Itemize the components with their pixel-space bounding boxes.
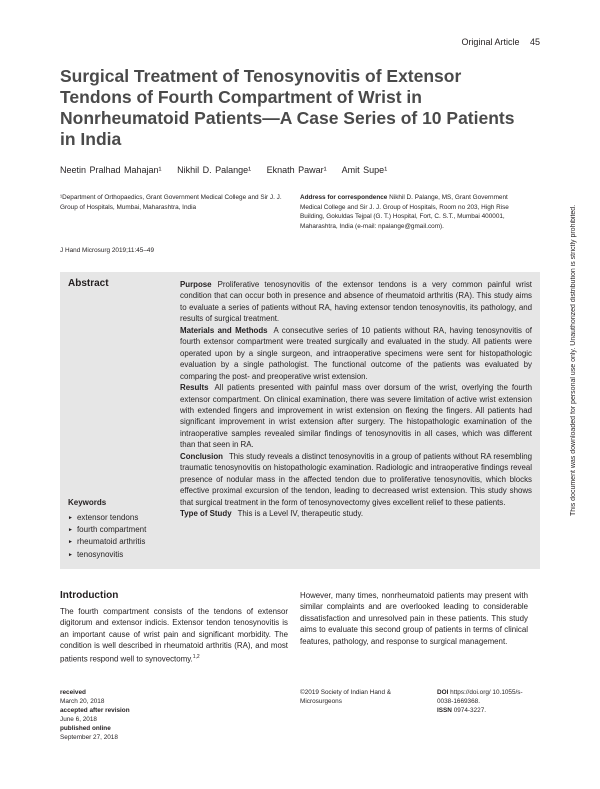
methods-text: A consecutive series of 10 patients without RA, having tenosynovitis of fourth extensor compartment were treated surgically and evaluated in the study. All patients were operated upon by a single surgeon, and intraoperative specimens were sent for histopathologic evaluation by a single pathologist. The functional outcome of the patients was evaluated by comparing the post- and preoperative wrist extension. — [180, 325, 533, 381]
published-date: September 27, 2018 — [60, 734, 118, 741]
keyword-item: ► rheumatoid arthritis — [68, 536, 146, 548]
running-header — [461, 37, 540, 47]
keywords-heading: Keywords — [68, 498, 107, 507]
correspondence-label: Address for correspondence — [300, 194, 388, 201]
page-number: 45 — [529, 37, 540, 47]
received-date: March 20, 2018 — [60, 698, 105, 705]
author-name: Nikhil D. Palange¹ — [177, 165, 252, 175]
correspondence-address — [300, 193, 530, 231]
issn-value: 0974-3227. — [453, 707, 487, 714]
keyword-item: ► fourth compartment — [68, 524, 146, 536]
reference-marker: 1,2 — [192, 653, 200, 660]
article-title: Surgical Treatment of Tenosynovitis of Extensor Tendons of Fourth Compartment of Wrist in Nonrheumatoid Patients—A Case Series of 10 Patients in India — [60, 66, 515, 149]
introduction-left-column — [60, 606, 288, 665]
publication-dates — [60, 688, 130, 742]
author-list — [60, 165, 399, 175]
abstract-heading: Abstract — [68, 278, 109, 289]
keyword-item: ► tenosynovitis — [68, 549, 146, 561]
study-type-label: Type of Study — [180, 509, 232, 519]
results-text: All patients presented with painful mass over dorsum of the wrist, overlying the fourth extensor compartment. On clinical examination, there was severe limitation of active wrist extension with extended fingers and improvement in wrist extension on flexing the fingers. All patients had significant improvement in wrist extension after surgery. The histopathologic examination of the intraoperative samples revealed similar findings of tenosynovitis in all cases, which was different than that seen in RA. — [180, 383, 532, 450]
author-name: Neetin Pralhad Mahajan¹ — [60, 165, 162, 175]
author-name: Amit Supe¹ — [341, 165, 388, 175]
purpose-text: Proliferative tenosynovitis of the extensor tendons is a very common painful wrist condition that can occur both in presence and absence of rheumatoid arthritis (RA). This study aims to evaluate a series of patients without RA, having extensor tendon tenosynovitis, its pathology, and results of surgical treatment. — [180, 280, 532, 324]
abstract-body — [180, 279, 532, 520]
conclusion-label: Conclusion — [180, 451, 223, 461]
introduction-right-column: However, many times, nonrheumatoid patients may present with similar complaints and are overlooked leading to considerable dissatisfaction and unresolved pain in these patients. This study aims to evaluate this second group of patients in terms of clinical features, pathology, and response to surgical management. — [300, 591, 528, 646]
purpose-label: Purpose — [180, 280, 212, 289]
accepted-label: accepted after revision — [60, 707, 130, 714]
author-name: Eknath Pawar¹ — [266, 165, 327, 175]
issn-label: ISSN — [437, 707, 452, 714]
doi-link[interactable]: https://doi.org/ 10.1055/s-0038-1669368. — [437, 689, 523, 705]
side-download-notice: This document was downloaded for personal use only. Unauthorized distribution is strictly prohibited. — [570, 204, 577, 516]
conclusion-text: This study reveals a distinct tenosynovitis in a group of patients without RA resembling traumatic tenosynovitis on histopathologic examination. Radiologic and intraoperative findings reveal presence of nodular mass in the affected tendon due to proliferative tenosynovitis, which blocks effective proximal excursion of the tendon, leading to decreased wrist extension. This study shows that surgical treatment in the form of tenosynovectomy gives excellent relief to these patients. — [180, 451, 532, 507]
introduction-heading: Introduction — [60, 590, 119, 601]
methods-label: Materials and Methods — [180, 325, 268, 335]
results-label: Results — [180, 383, 209, 393]
study-type-text: This is a Level IV, therapeutic study. — [237, 509, 364, 519]
keyword-list — [68, 512, 146, 561]
article-type-label: Original Article — [461, 37, 520, 47]
doi-block — [437, 688, 537, 715]
doi-label: DOI — [437, 689, 449, 696]
journal-citation: J Hand Microsurg 2019;11:45–49 — [60, 247, 155, 254]
keyword-item: ► extensor tendons — [68, 512, 146, 524]
published-label: published online — [60, 725, 111, 732]
introduction-text: The fourth compartment consists of the tendons of extensor digitorum and extensor indicis. Extensor tendon tenosynovitis is an important cause of wrist pain and significant morbidity. The condition is well described in rheumatoid arthritis (RA), and most patients respond well to synovectomy. — [60, 607, 288, 664]
copyright-notice: ©2019 Society of Indian Hand & Microsurgeons — [300, 689, 392, 705]
received-label: received — [60, 689, 86, 696]
accepted-date: June 6, 2018 — [60, 716, 97, 723]
correspondence-text: Nikhil D. Palange, MS, Grant Government Medical College and Sir J. J. Group of Hospitals, Room no 203, High Rise Building, Gokuldas Tejpal (G. T.) Hospital, Fort, C. S.T., Mumbai 400001, Maharashtra, India (e-mail: npalange@gmail.com). — [300, 194, 509, 230]
affiliation: ¹Department of Orthopaedics, Grant Government Medical College and Sir J. J. Group of Hospitals, Mumbai, Maharashtra, India — [60, 194, 282, 211]
